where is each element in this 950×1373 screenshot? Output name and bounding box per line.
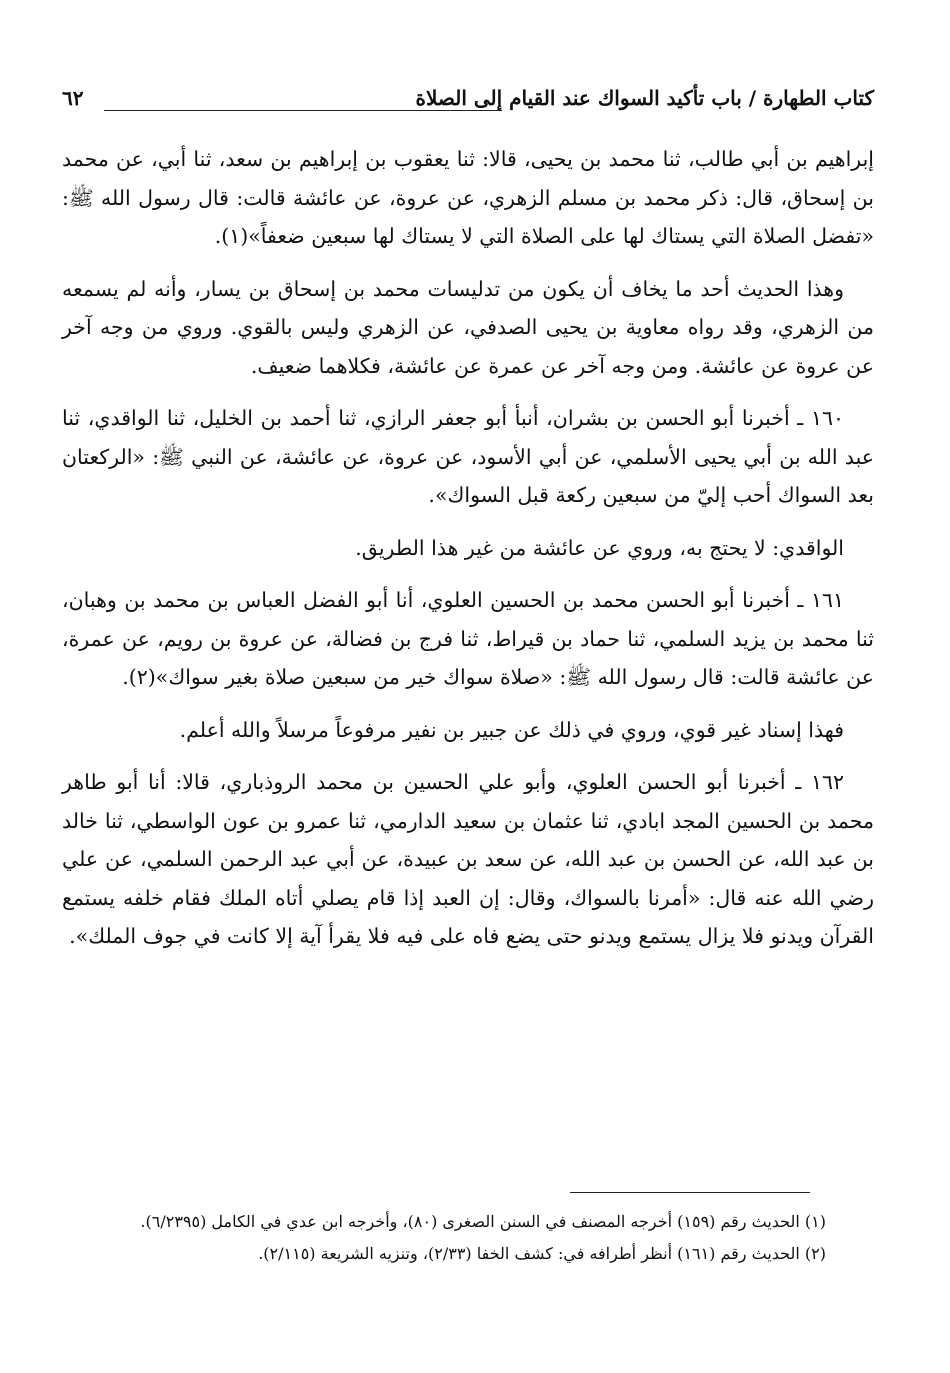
paragraph-hadith-160: ١٦٠ ـ أخبرنا أبو الحسن بن بشران، أنبأ أبو جعفر الرازي، ثنا أحمد بن الخليل، ثنا الواقدي، ثنا عبد الله بن أبي يحيى الأسلمي، عن أبي الأسود، عن عروة، عن عائشة، عن النبي ﷺ: «الركعتان بعد السواك أحب إليّ من سبعين ركعة قبل السواك». — [62, 406, 874, 507]
page-number: ٦٢ — [62, 86, 84, 110]
paragraph-commentary-161: فهذا إسناد غير قوي، وروي في ذلك عن جبير بن نفير مرفوعاً مرسلاً والله أعلم. — [179, 717, 844, 742]
paragraph-commentary-160: الواقدي: لا يحتج به، وروي عن عائشة من غير هذا الطريق. — [355, 535, 844, 560]
footnotes — [50, 1208, 826, 1272]
footnote-separator — [570, 1192, 810, 1193]
chapter-title: كتاب الطهارة / باب تأكيد السواك عند القيام إلى الصلاة — [415, 86, 874, 110]
header-rule — [104, 110, 502, 111]
paragraph-hadith-161: ١٦١ ـ أخبرنا أبو الحسن محمد بن الحسين العلوي، أنا أبو الفضل العباس بن محمد بن وهبان، ثنا محمد بن يزيد السلمي، ثنا حماد بن قيراط، ثنا فرج بن فضالة، عن عروة بن رويم، عن عمرة، عن عائشة قالت: قال رسول الله ﷺ: «صلاة سواك خير من سبعين صلاة بغير سواك»(٢). — [62, 588, 874, 689]
footnote-1: (١) الحديث رقم (١٥٩) أخرجه المصنف في السنن الصغرى (٨٠)، وأخرجه ابن عدي في الكامل (٦/٢٣٩٥). — [140, 1212, 826, 1231]
running-header — [62, 82, 874, 122]
paragraph-commentary-159: وهذا الحديث أحد ما يخاف أن يكون من تدليسات محمد بن إسحاق بن يسار، وأنه لم يسمعه من الزهري، وقد رواه معاوية بن يحيى الصدفي، عن الزهري وليس بالقوي. وروي من وجه آخر عن عروة عن عائشة. ومن وجه آخر عن عمرة عن عائشة، فكلاهما ضعيف. — [62, 276, 874, 378]
main-text — [62, 140, 874, 970]
paragraph-hadith-162: ١٦٢ ـ أخبرنا أبو الحسن العلوي، وأبو علي الحسين بن محمد الروذباري، قالا: أنا أبو طاهر محمد بن الحسين المجد ابادي، ثنا عثمان بن سعيد الدارمي، ثنا عمرو بن عون الواسطي، ثنا خالد بن عبد الله، عن الحسن بن عبد الله، عن سعد بن عبيدة، عن أبي عبد الرحمن السلمي، عن علي رضي الله عنه قال: «أمرنا بالسواك، وقال: إن العبد إذا قام يصلي أتاه الملك فقام خلفه يستمع القرآن ويدنو فلا يزال يستمع ويدنو حتى يضع فاه على فيه فلا يقرأ آية إلا كانت في جوف الملك». — [62, 770, 874, 948]
footnote-2: (٢) الحديث رقم (١٦١) أنظر أطرافه في: كشف الخفا (٢/٣٣)، وتنزيه الشريعة (٢/١١٥). — [258, 1244, 826, 1263]
paragraph-hadith-159-end: إبراهيم بن أبي طالب، ثنا محمد بن يحيى، قالا: ثنا يعقوب بن إبراهيم بن سعد، ثنا أبي، عن محمد بن إسحاق، قال: ذكر محمد بن مسلم الزهري، عن عروة، عن عائشة قالت: قال رسول الله ﷺ: «تفضل الصلاة التي يستاك لها على الصلاة التي لا يستاك لها سبعين ضعفاً»(١). — [62, 147, 874, 248]
